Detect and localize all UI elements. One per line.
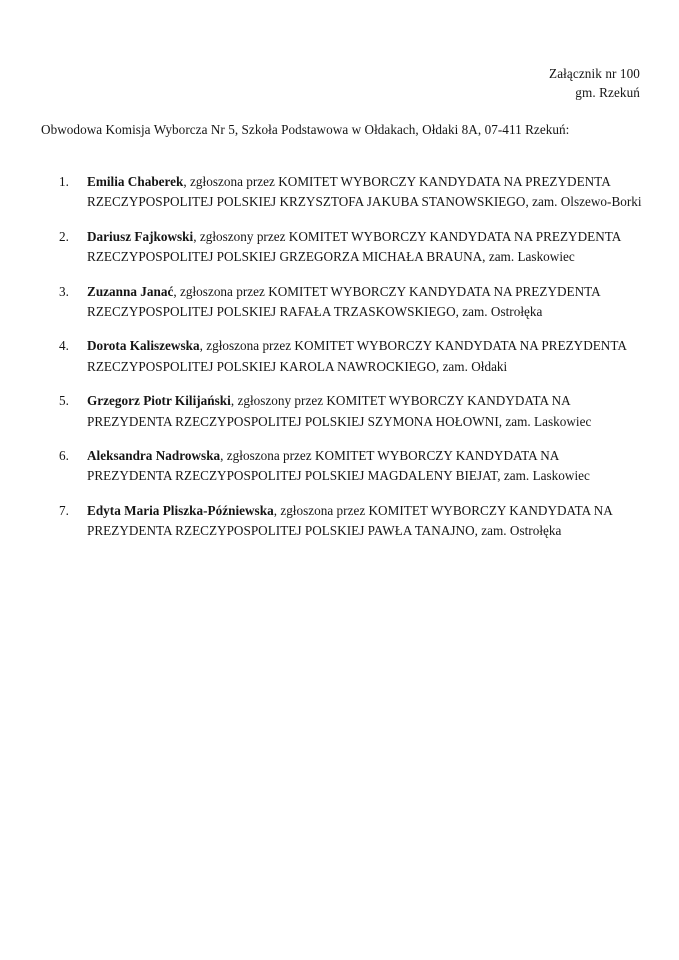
member-name: Dariusz Fajkowski	[87, 228, 194, 244]
member-name: Dorota Kaliszewska	[87, 338, 200, 354]
commission-intro-line: Obwodowa Komisja Wyborcza Nr 5, Szkoła Podstawowa w Ołdakach, Ołdaki 8A, 07-411 Rzekuń:	[41, 122, 570, 137]
member-description: , zgłoszony przez KOMITET WYBORCZY KANDYDATA NA PREZYDENTA RZECZYPOSPOLITEJ POLSKIEJ GRZEGORZA MICHAŁA BRAUNA, zam. Laskowiec	[87, 228, 621, 265]
list-item	[41, 336, 643, 377]
list-item-number: 5.	[59, 393, 69, 409]
member-description: , zgłoszona przez KOMITET WYBORCZY KANDYDATA NA PREZYDENTA RZECZYPOSPOLITEJ POLSKIEJ KRZYSZTOFA JAKUBA STANOWSKIEGO, zam. Olszewo-Borki	[87, 174, 642, 210]
member-description: , zgłoszona przez KOMITET WYBORCZY KANDYDATA NA PREZYDENTA RZECZYPOSPOLITEJ POLSKIEJ RAFAŁA TRZASKOWSKIEGO, zam. Ostrołęka	[87, 283, 600, 320]
member-description: , zgłoszony przez KOMITET WYBORCZY KANDYDATA NA PREZYDENTA RZECZYPOSPOLITEJ POLSKIEJ SZYMONA HOŁOWNI, zam. Laskowiec	[87, 393, 592, 429]
member-name: Zuzanna Janać	[87, 283, 174, 299]
list-item	[41, 282, 643, 323]
member-description: , zgłoszona przez KOMITET WYBORCZY KANDYDATA NA PREZYDENTA RZECZYPOSPOLITEJ POLSKIEJ PAWŁA TANAJNO, zam. Ostrołęka	[87, 502, 613, 539]
list-item	[41, 446, 643, 487]
list-item	[41, 172, 643, 213]
list-item	[41, 391, 643, 432]
member-description: , zgłoszona przez KOMITET WYBORCZY KANDYDATA NA PREZYDENTA RZECZYPOSPOLITEJ POLSKIEJ MAGDALENY BIEJAT, zam. Laskowiec	[87, 448, 590, 484]
document-header	[549, 64, 640, 102]
member-name: Emilia Chaberek	[87, 174, 184, 189]
list-item-number: 4.	[59, 338, 69, 354]
list-item-number: 6.	[59, 448, 69, 464]
list-item	[41, 227, 643, 268]
member-description: , zgłoszona przez KOMITET WYBORCZY KANDYDATA NA PREZYDENTA RZECZYPOSPOLITEJ POLSKIEJ KAROLA NAWROCKIEGO, zam. Ołdaki	[87, 338, 627, 374]
commission-member-list	[41, 172, 643, 542]
municipality-name: gm. Rzekuń	[575, 85, 640, 100]
member-name: Grzegorz Piotr Kilijański	[87, 393, 231, 409]
list-item-number: 3.	[59, 283, 69, 299]
list-item-number: 2.	[59, 228, 69, 244]
attachment-number: Załącznik nr 100	[549, 66, 640, 81]
member-name: Aleksandra Nadrowska	[87, 448, 221, 464]
list-item	[41, 501, 643, 542]
list-item-number: 7.	[59, 502, 69, 518]
member-name: Edyta Maria Pliszka-Późniewska	[87, 502, 274, 518]
list-item-number: 1.	[59, 174, 69, 189]
